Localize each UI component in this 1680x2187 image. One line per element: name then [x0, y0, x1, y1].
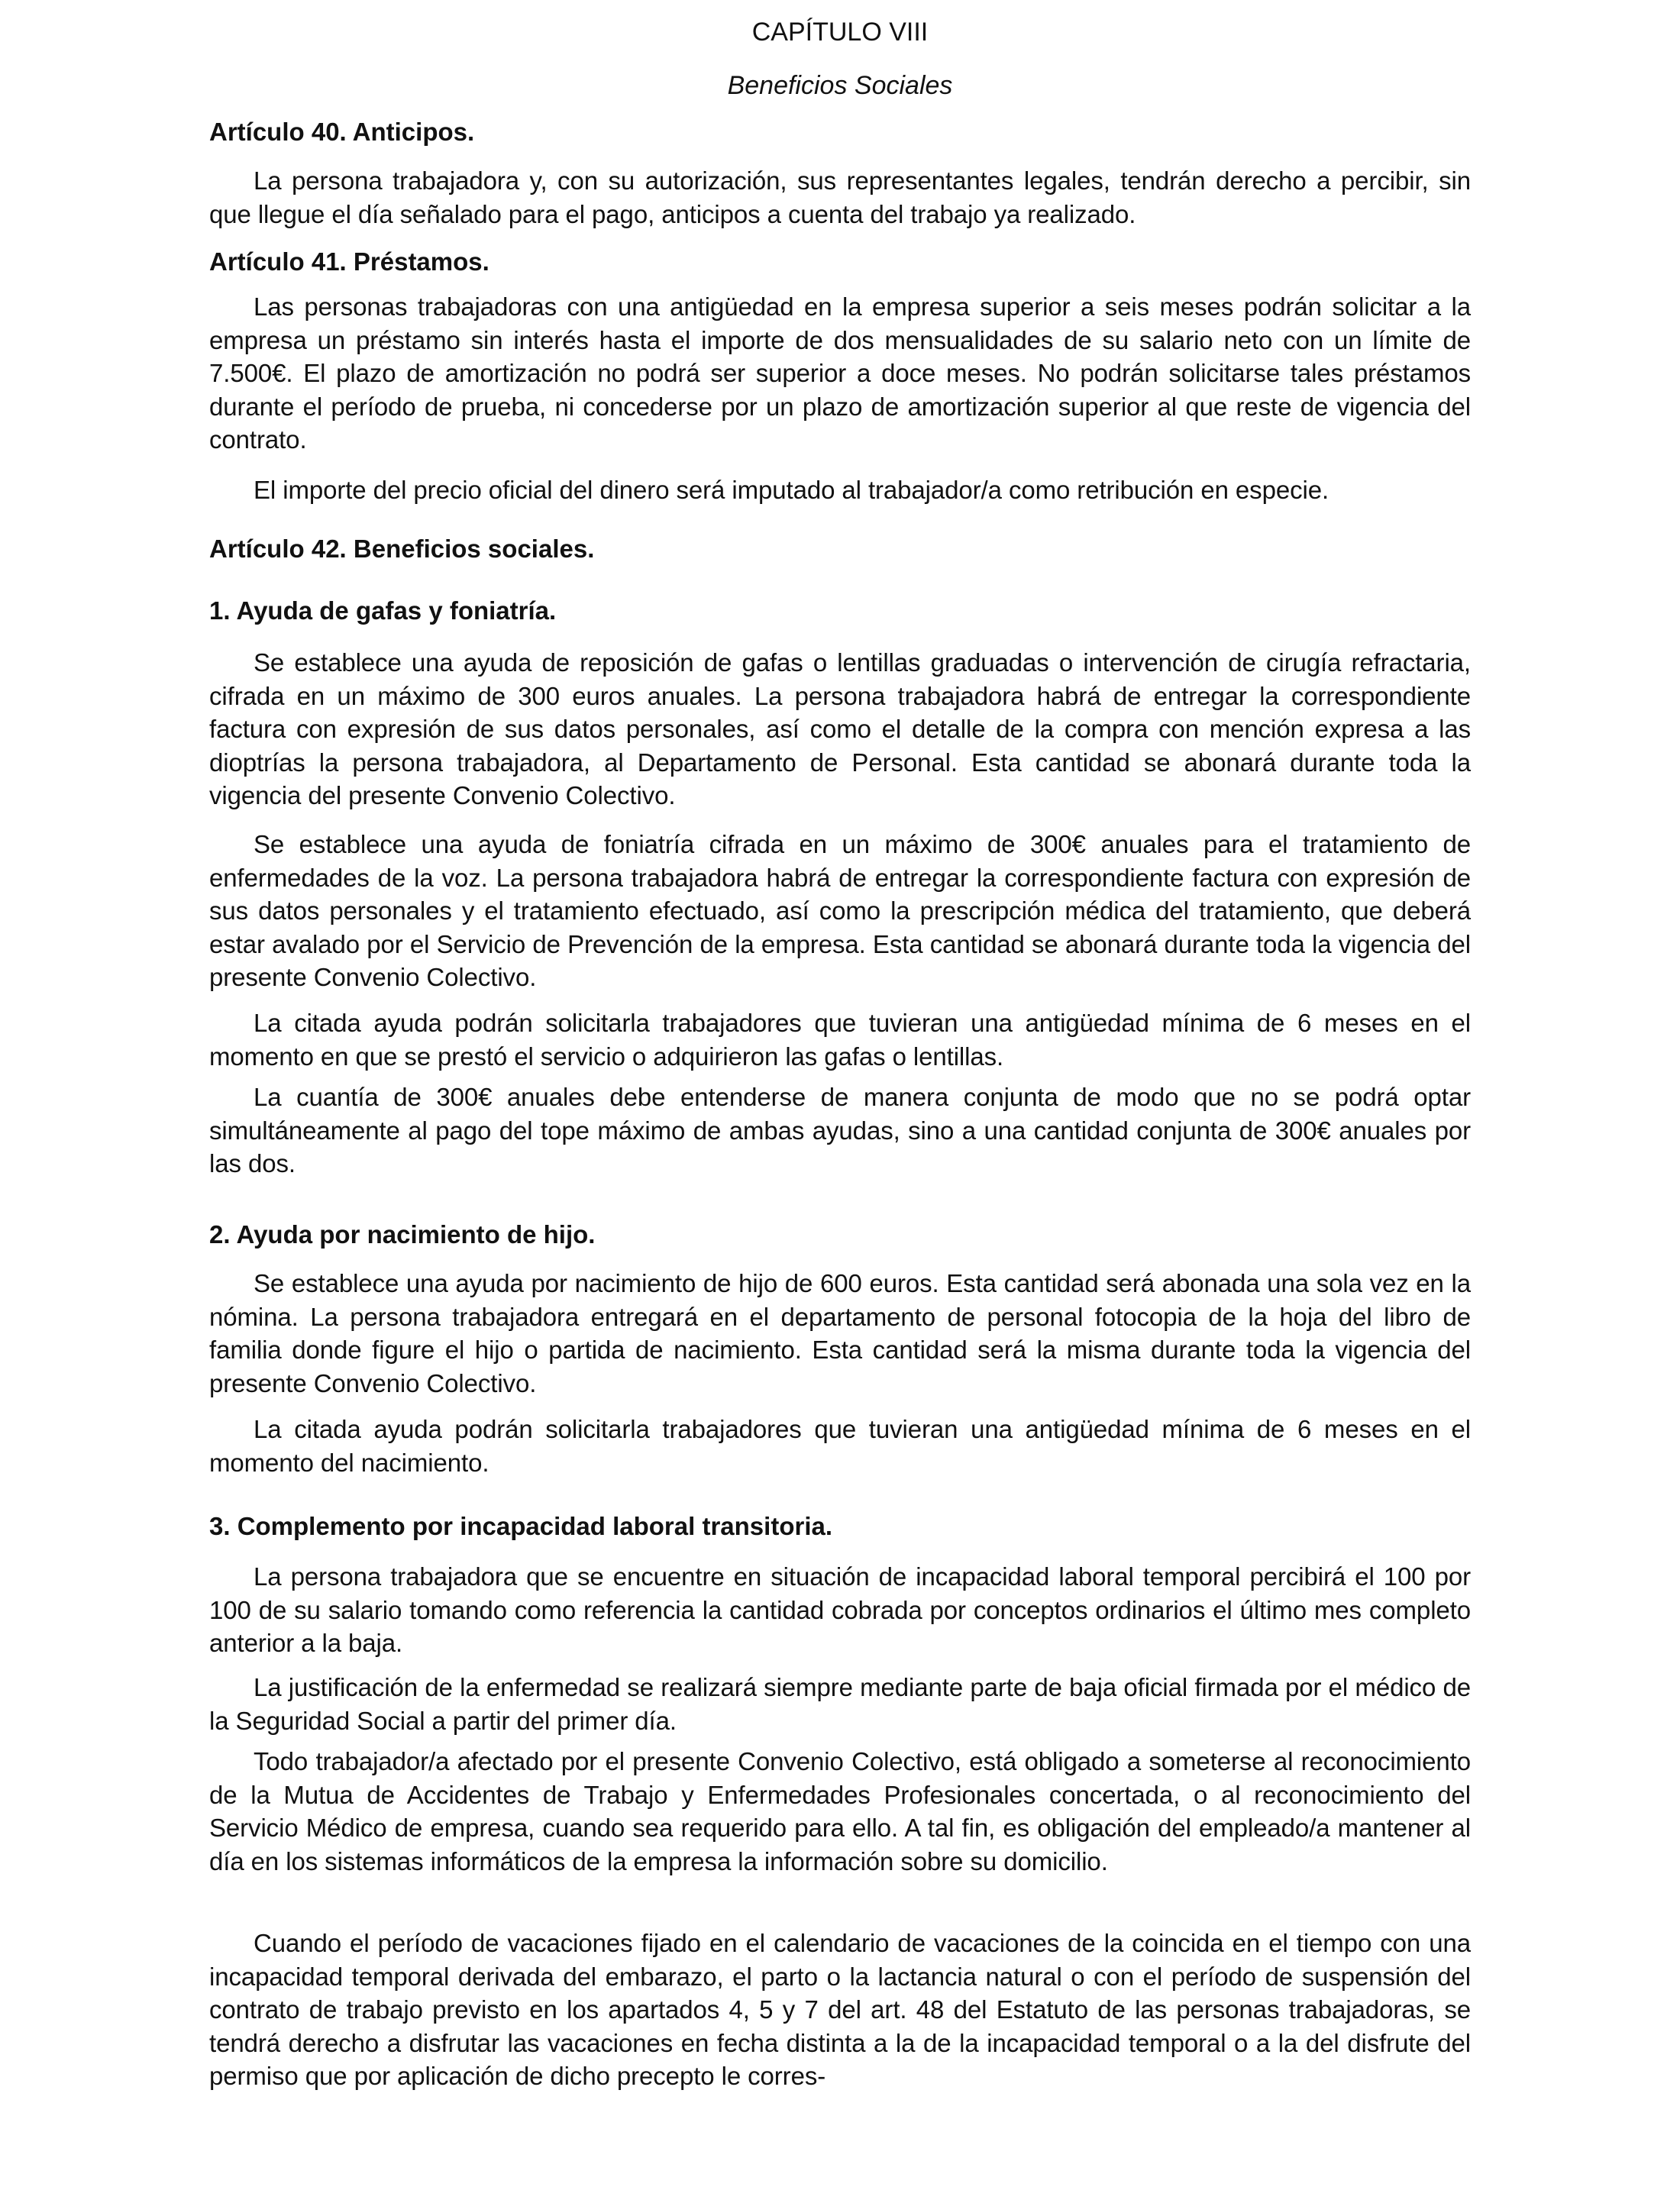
- chapter-title: CAPÍTULO VIII: [751, 18, 929, 47]
- section-1-heading: 1. Ayuda de gafas y foniatría.: [209, 596, 557, 625]
- article-41-paragraph-2: El importe del precio oficial del dinero será imputado al trabajador/a como retribución en especie.: [254, 476, 1329, 504]
- section-1-paragraph-1: Se establece una ayuda de reposición de gafas o lentillas graduadas o intervención de cirugía refractaria, cifrada en un máximo de 300 euros anuales. La persona trabajadora habrá de entregar la correspondiente factura con expresión de sus datos personales, así como el detalle de la compra con mención expresa a las dioptrías la persona trabajadora, al Departamento de Personal. Esta cantidad se abonará durante toda la vigencia del presente Convenio Colectivo.: [209, 648, 1471, 809]
- article-42-heading: Artículo 42. Beneficios sociales.: [209, 535, 595, 563]
- section-3-paragraph-4: Cuando el período de vacaciones fijado en el calendario de vacaciones de la coincida en el tiempo con una incapacidad temporal derivada del embarazo, el parto o la lactancia natural o con el período de suspensión del contrato de trabajo previsto en los apartados 4, 5 y 7 del art. 48 del Estatuto de las personas trabajadoras, se tendrá derecho a disfrutar las vacaciones en fecha distinta a la de la incapacidad temporal o a la del disfrute del permiso que por aplicación de dicho precepto le corres-: [209, 1929, 1471, 2090]
- section-3-heading: 3. Complemento por incapacidad laboral transitoria.: [209, 1512, 833, 1540]
- section-2-paragraph-2: La citada ayuda podrán solicitarla trabajadores que tuvieran una antigüedad mínima de 6 meses en el momento del nacimiento.: [209, 1415, 1471, 1477]
- section-3-paragraph-3: Todo trabajador/a afectado por el presente Convenio Colectivo, está obligado a someterse al reconocimiento de la Mutua de Accidentes de Trabajo y Enfermedades Profesionales concertada, o al reconocimiento del Servicio Médico de empresa, cuando sea requerido para ello. A tal fin, es obligación del empleado/a mantener al día en los sistemas informáticos de la empresa la información sobre su domicilio.: [209, 1747, 1471, 1875]
- section-3-paragraph-2: La justificación de la enfermedad se realizará siempre mediante parte de baja oficial firmada por el médico de la Seguridad Social a partir del primer día.: [209, 1673, 1471, 1735]
- section-2-heading: 2. Ayuda por nacimiento de hijo.: [209, 1220, 596, 1249]
- article-40-paragraph-1: La persona trabajadora y, con su autorización, sus representantes legales, tendrán derecho a percibir, sin que llegue el día señalado para el pago, anticipos a cuenta del trabajo ya realizado.: [209, 166, 1471, 228]
- chapter-subtitle: Beneficios Sociales: [727, 71, 953, 100]
- section-2-paragraph-1: Se establece una ayuda por nacimiento de hijo de 600 euros. Esta cantidad será abonada una sola vez en la nómina. La persona trabajadora entregará en el departamento de personal fotocopia de la hoja del libro de familia donde figure el hijo o partida de nacimiento. Esta cantidad será la misma durante toda la vigencia del presente Convenio Colectivo.: [209, 1269, 1471, 1397]
- article-41-paragraph-1: Las personas trabajadoras con una antigüedad en la empresa superior a seis meses podrán solicitar a la empresa un préstamo sin interés hasta el importe de dos mensualidades de su salario neto con un límite de 7.500€. El plazo de amortización no podrá ser superior a doce meses. No podrán solicitarse tales préstamos durante el período de prueba, ni concederse por un plazo de amortización superior al que reste de vigencia del contrato.: [209, 292, 1471, 454]
- section-3-paragraph-1: La persona trabajadora que se encuentre en situación de incapacidad laboral temporal percibirá el 100 por 100 de su salario tomando como referencia la cantidad cobrada por conceptos ordinarios el último mes completo anterior a la baja.: [209, 1562, 1471, 1657]
- section-1-paragraph-2: Se establece una ayuda de foniatría cifrada en un máximo de 300€ anuales para el tratamiento de enfermedades de la voz. La persona trabajadora habrá de entregar la correspondiente factura con expresión de sus datos personales y el tratamiento efectuado, así como la prescripción médica del tratamiento, que deberá estar avalado por el Servicio de Prevención de la empresa. Esta cantidad se abonará durante toda la vigencia del presente Convenio Colectivo.: [209, 830, 1471, 991]
- article-40-heading: Artículo 40. Anticipos.: [209, 118, 475, 146]
- article-41-heading: Artículo 41. Préstamos.: [209, 247, 489, 276]
- section-1-paragraph-3: La citada ayuda podrán solicitarla trabajadores que tuvieran una antigüedad mínima de 6 meses en el momento en que se prestó el servicio o adquirieron las gafas o lentillas.: [209, 1009, 1471, 1071]
- section-1-paragraph-4: La cuantía de 300€ anuales debe entenderse de manera conjunta de modo que no se podrá optar simultáneamente al pago del tope máximo de ambas ayudas, sino a una cantidad conjunta de 300€ anuales por las dos.: [209, 1083, 1471, 1177]
